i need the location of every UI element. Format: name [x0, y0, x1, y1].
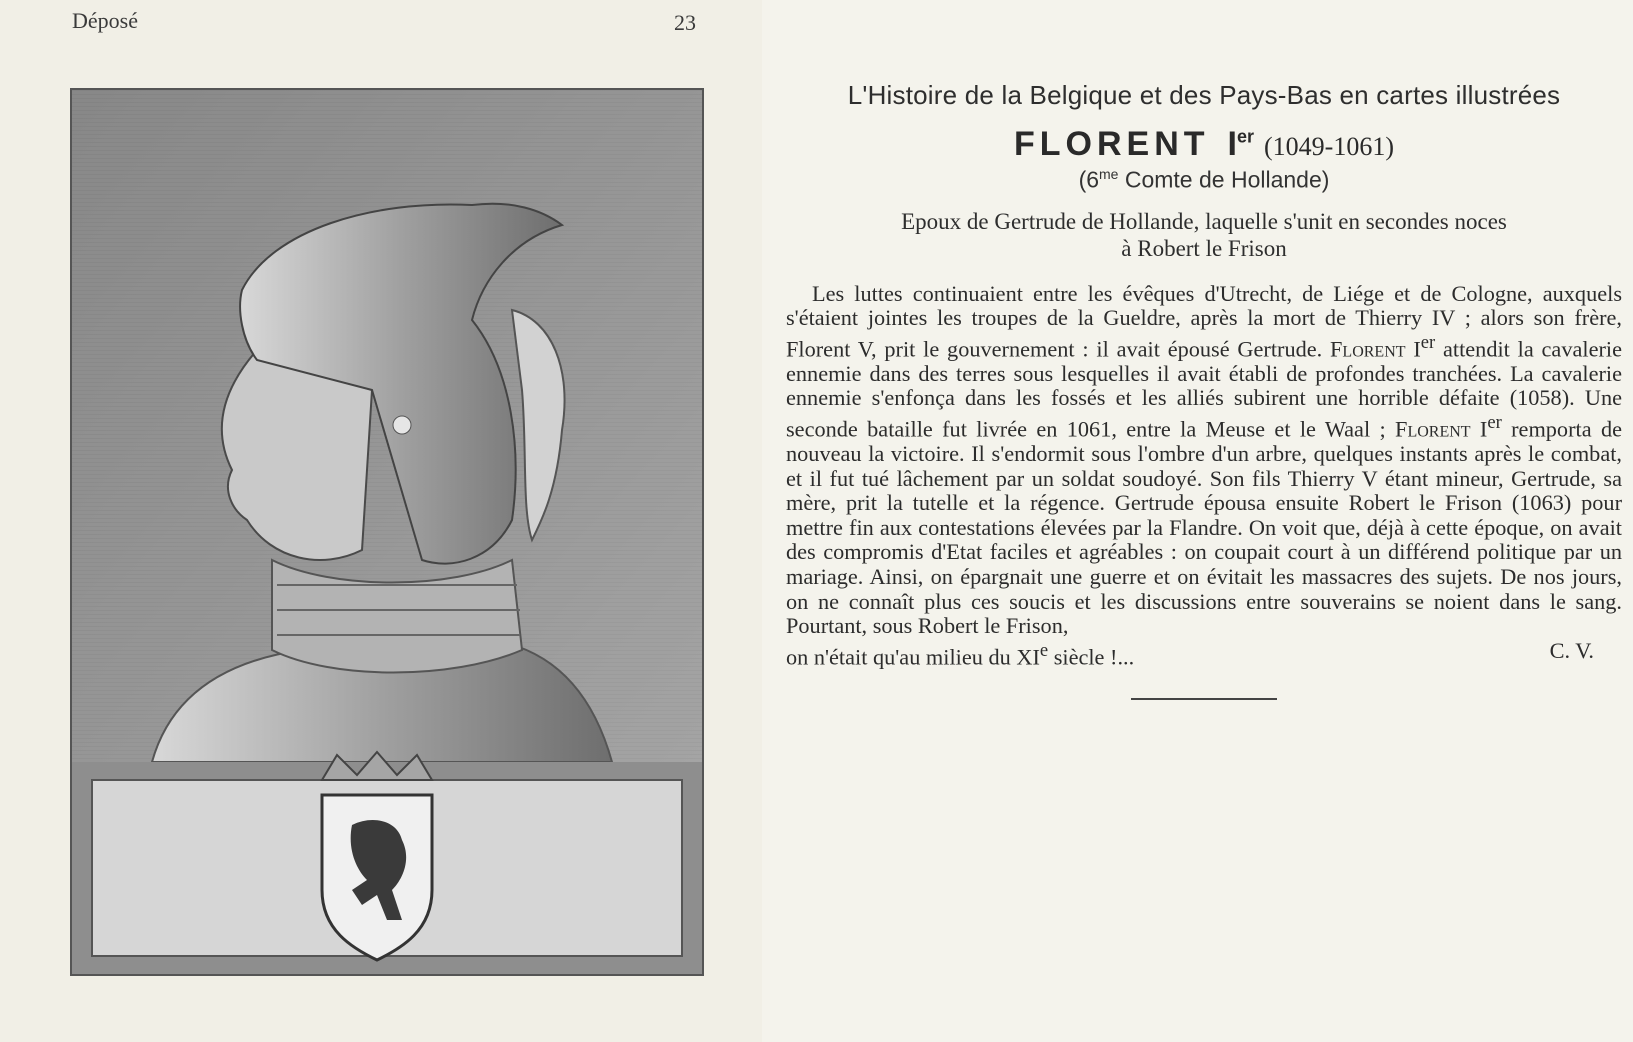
portrait-illustration [72, 90, 702, 974]
closing-part-a: on n'était qu'au milieu du [786, 644, 1017, 670]
body-part-1: Les luttes continuaient entre les évêques d'Utrecht, de Liége et de Cologne, auxquels s'étaient jointes les troupes de la Gueldre, après la mort de Thierry IV ; alors son frère, Florent V, prit le gouvernement : il avait épousé Gertrude. [786, 280, 1622, 362]
main-title [786, 125, 1622, 164]
spouse-note [786, 208, 1622, 262]
century-sup: e [1039, 639, 1049, 661]
ruler-ordinal [1228, 125, 1254, 163]
body-part-3: remporta de nouveau la victoire. Il s'endormit sous l'ombre d'un arbre, quelques instants après le combat, et il fut tué lâchement par un soldat soudoyé. Son fils Thierry V étant mineur, Gertrude, sa mère, prit la tutelle et la régence. Gertrude épousa ensuite Robert le Frison (1063) pour mettre fin aux contestations élevées par la Flandre. On voit que, déjà à cette époque, on avait des compromis d'Etat faciles et agréables : on coupait court à un différend politique par un mariage. Ainsi, on épargnait une guerre et on évitait les massacres des sujets. De nos jours, on ne connaît plus ces soucis et les discussions entre souverains se noient dans le sang. Pourtant, sous Robert le Frison, [786, 416, 1622, 639]
closing-text [786, 639, 1134, 670]
depose-label: Déposé [72, 8, 138, 33]
helmet-rivet [393, 416, 411, 434]
spouse-line-1: Epoux de Gertrude de Hollande, laquelle s'unit en secondes noces [901, 208, 1507, 234]
body-sup-1: er [1420, 331, 1436, 353]
spouse-line-2: à Robert le Frison [1121, 235, 1287, 261]
series-title: L'Histoire de la Belgique et des Pays-Bas en cartes illustrées [847, 80, 1561, 110]
page-number: 23 [674, 10, 696, 35]
card-text [786, 80, 1622, 700]
subtitle-sup: me [1099, 166, 1119, 182]
body-sup-2: er [1487, 412, 1502, 434]
ruler-name: FLORENT [1014, 125, 1210, 163]
portrait-engraving [70, 88, 704, 976]
closing-rule [1131, 698, 1277, 700]
body-part-2: attendit la cavalerie ennemie dans des terres sous lesquelles il avait établi de profondes tranchées. La cavalerie ennemie s'enfonça dans les fossés et les alliés subirent une horrible défaite (1058). Une seconde bataille fut livrée en 1061, entre la Meuse et le Waal ; [786, 336, 1622, 442]
century-numeral: XI [1016, 644, 1040, 670]
crown [322, 752, 432, 780]
reign-years: (1049-1061) [1264, 132, 1394, 161]
closing-part-b: siècle !... [1048, 644, 1135, 670]
final-line [786, 639, 1622, 670]
author-signature: C. V. [1549, 637, 1594, 663]
subtitle [786, 166, 1622, 194]
subtitle-num: (6 [1078, 166, 1100, 193]
body-name-2: Florent I [1395, 416, 1488, 442]
subtitle-rest: Comte de Hollande) [1118, 166, 1330, 193]
ordinal-suffix: er [1237, 126, 1255, 147]
body-paragraph [786, 282, 1622, 639]
ordinal-numeral: I [1227, 125, 1237, 163]
body-name-1: Florent I [1330, 336, 1421, 362]
